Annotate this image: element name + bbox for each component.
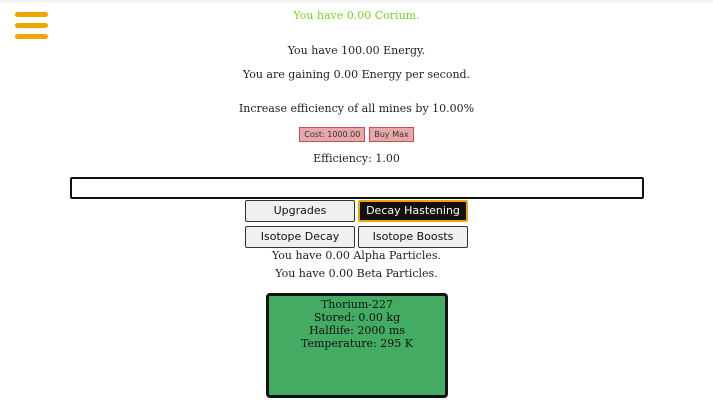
upgrade-buy-bar	[0, 127, 713, 142]
energy-rate: You are gaining 0.00 Energy per second.	[242, 68, 471, 81]
isotope-stored: Stored: 0.00 kg	[313, 311, 401, 324]
tab-isotope-decay[interactable]: Isotope Decay	[245, 226, 355, 248]
tab-isotope-boosts[interactable]: Isotope Boosts	[358, 226, 468, 248]
beta-particles: You have 0.00 Beta Particles.	[275, 267, 438, 280]
decay-progress-bar	[70, 177, 644, 199]
isotope-halflife: Halflife: 2000 ms	[309, 324, 405, 337]
upgrade-description: Increase efficiency of all mines by 10.00%	[238, 102, 475, 115]
isotope-card-thorium[interactable]	[266, 293, 448, 398]
top-shadow	[0, 0, 713, 4]
isotope-temperature: Temperature: 295 K	[301, 337, 413, 350]
tab-upgrades[interactable]: Upgrades	[245, 200, 355, 222]
hamburger-bar	[15, 34, 48, 39]
efficiency-value: Efficiency: 1.00	[313, 152, 400, 165]
alpha-particles: You have 0.00 Alpha Particles.	[272, 249, 441, 262]
corium-amount: You have 0.00 Corium.	[293, 9, 420, 22]
buy-upgrade-button[interactable]: Cost: 1000.00	[299, 127, 365, 142]
tab-decay-hastening[interactable]: Decay Hastening	[358, 200, 468, 222]
buy-max-button[interactable]: Buy Max	[369, 127, 413, 142]
isotope-name: Thorium-227	[320, 298, 394, 311]
hamburger-bar	[15, 23, 48, 28]
energy-amount: You have 100.00 Energy.	[287, 44, 426, 57]
